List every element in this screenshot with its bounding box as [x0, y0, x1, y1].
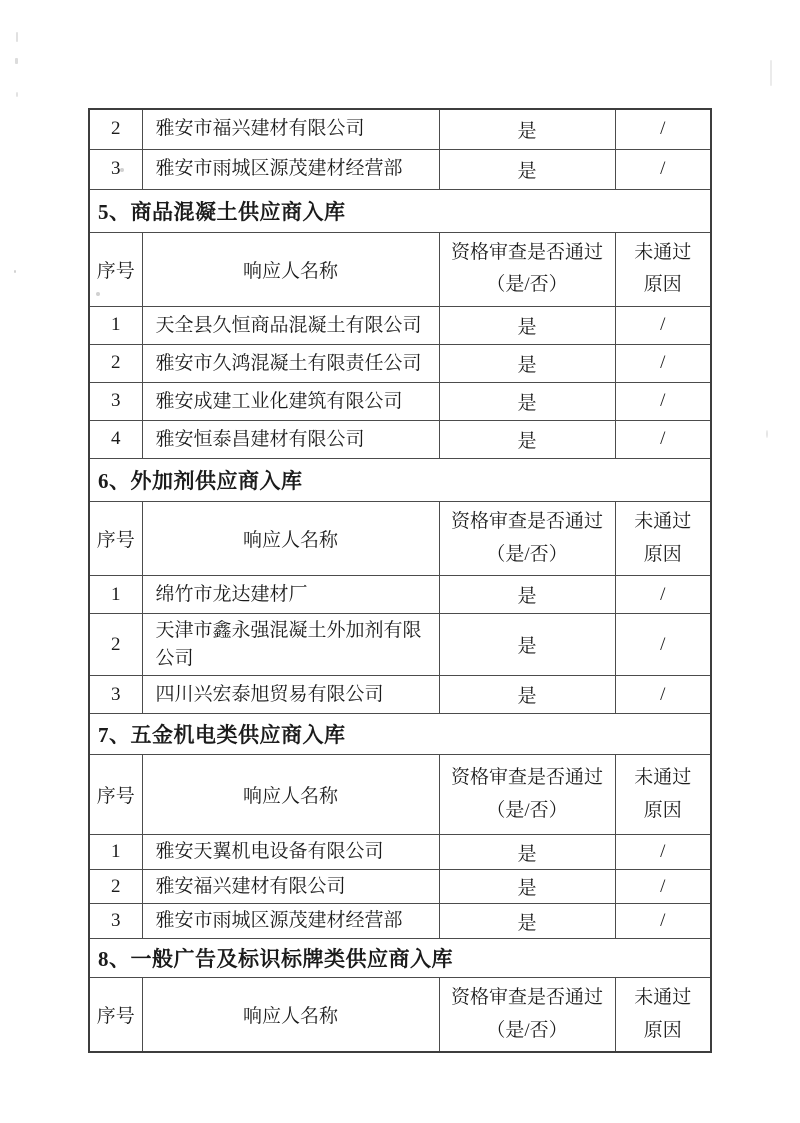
header-pass: [439, 755, 615, 835]
header-seq: 序号: [89, 755, 142, 835]
pass-cell: 是: [439, 835, 615, 870]
seq-cell: 4: [89, 420, 142, 458]
name-cell: 四川兴宏泰旭贸易有限公司: [142, 676, 439, 714]
header-pass: [439, 501, 615, 575]
reason-cell: /: [615, 835, 711, 870]
header-pass-line1: 资格审查是否通过: [450, 986, 603, 1008]
table-row: [89, 344, 711, 382]
name-cell: 雅安市福兴建材有限公司: [142, 109, 439, 149]
pass-cell: 是: [439, 109, 615, 149]
pass-cell: 是: [439, 576, 615, 614]
seq-cell: 2: [89, 344, 142, 382]
table-row: [89, 835, 711, 870]
section-title-row: [89, 938, 711, 977]
pass-cell: 是: [439, 614, 615, 676]
pass-cell: 是: [439, 306, 615, 344]
table-row: [89, 869, 711, 904]
section-title: 8、一般广告及标识标牌类供应商入库: [89, 938, 711, 977]
header-pass-line2: （是/否）: [486, 1019, 568, 1041]
scan-artifact: [770, 60, 772, 86]
reason-cell: /: [615, 382, 711, 420]
section-title-row: [89, 189, 711, 232]
seq-cell: 2: [89, 614, 142, 676]
header-seq: 序号: [89, 977, 142, 1052]
scan-artifact: [14, 270, 16, 273]
name-cell: 雅安福兴建材有限公司: [142, 869, 439, 904]
scan-artifact: [16, 92, 18, 97]
name-cell: 绵竹市龙达建材厂: [142, 576, 439, 614]
table-row: [89, 149, 711, 189]
table-header-row: [89, 977, 711, 1052]
scan-artifact: [766, 430, 768, 438]
reason-cell: /: [615, 614, 711, 676]
pass-cell: 是: [439, 869, 615, 904]
name-cell: 雅安恒泰昌建材有限公司: [142, 420, 439, 458]
table-row: [89, 676, 711, 714]
table-row: [89, 614, 711, 676]
section-title: 6、外加剂供应商入库: [89, 458, 711, 501]
pass-cell: 是: [439, 344, 615, 382]
header-pass-line2: （是/否）: [486, 274, 568, 296]
section-title: 7、五金机电类供应商入库: [89, 714, 711, 755]
scan-artifact: [15, 58, 18, 64]
reason-cell: /: [615, 109, 711, 149]
pass-cell: 是: [439, 904, 615, 939]
pass-cell: 是: [439, 149, 615, 189]
header-pass-line1: 资格审查是否通过: [450, 241, 603, 263]
reason-cell: /: [615, 420, 711, 458]
header-pass: [439, 977, 615, 1052]
table-header-row: [89, 501, 711, 575]
scan-artifact: [16, 32, 18, 42]
table-row: [89, 306, 711, 344]
pass-cell: 是: [439, 420, 615, 458]
header-reason: [615, 755, 711, 835]
header-reason: [615, 232, 711, 306]
table-row: [89, 904, 711, 939]
reason-cell: /: [615, 306, 711, 344]
header-pass: [439, 232, 615, 306]
name-cell: 雅安天翼机电设备有限公司: [142, 835, 439, 870]
header-seq: 序号: [89, 232, 142, 306]
name-cell: 雅安成建工业化建筑有限公司: [142, 382, 439, 420]
header-reason-line2: 原因: [643, 543, 682, 565]
reason-cell: /: [615, 869, 711, 904]
pass-cell: 是: [439, 382, 615, 420]
section-title: 5、商品混凝土供应商入库: [89, 189, 711, 232]
header-reason-line1: 未通过: [634, 510, 692, 532]
seq-cell: 3: [89, 676, 142, 714]
name-cell: 天津市鑫永强混凝土外加剂有限公司: [142, 614, 439, 676]
pass-cell: 是: [439, 676, 615, 714]
header-reason-line2: 原因: [643, 274, 682, 296]
header-pass-line1: 资格审查是否通过: [450, 510, 603, 532]
header-pass-line2: （是/否）: [486, 799, 568, 821]
header-name: 响应人名称: [142, 755, 439, 835]
header-reason-line2: 原因: [643, 1019, 682, 1041]
table-row: [89, 420, 711, 458]
section-title-row: [89, 458, 711, 501]
seq-cell: 3: [89, 149, 142, 189]
header-reason-line1: 未通过: [634, 986, 692, 1008]
header-reason: [615, 977, 711, 1052]
reason-cell: /: [615, 904, 711, 939]
header-name: 响应人名称: [142, 501, 439, 575]
reason-cell: /: [615, 576, 711, 614]
seq-cell: 1: [89, 306, 142, 344]
header-reason-line1: 未通过: [634, 767, 692, 789]
header-pass-line1: 资格审查是否通过: [450, 767, 603, 789]
header-reason-line1: 未通过: [634, 241, 692, 263]
header-seq: 序号: [89, 501, 142, 575]
reason-cell: /: [615, 149, 711, 189]
header-name: 响应人名称: [142, 977, 439, 1052]
header-pass-line2: （是/否）: [486, 543, 568, 565]
seq-cell: 2: [89, 109, 142, 149]
table-row: [89, 576, 711, 614]
seq-cell: 1: [89, 835, 142, 870]
seq-cell: 1: [89, 576, 142, 614]
reason-cell: /: [615, 344, 711, 382]
supplier-review-table: [88, 108, 712, 1053]
seq-cell: 3: [89, 382, 142, 420]
table-header-row: [89, 755, 711, 835]
name-cell: 雅安市雨城区源茂建材经营部: [142, 149, 439, 189]
reason-cell: /: [615, 676, 711, 714]
seq-cell: 3: [89, 904, 142, 939]
section-title-row: [89, 714, 711, 755]
name-cell: 雅安市久鸿混凝土有限责任公司: [142, 344, 439, 382]
name-cell: 雅安市雨城区源茂建材经营部: [142, 904, 439, 939]
header-name: 响应人名称: [142, 232, 439, 306]
table-header-row: [89, 232, 711, 306]
table-row: [89, 109, 711, 149]
table-row: [89, 382, 711, 420]
header-reason-line2: 原因: [643, 799, 682, 821]
header-reason: [615, 501, 711, 575]
name-cell: 天全县久恒商品混凝土有限公司: [142, 306, 439, 344]
seq-cell: 2: [89, 869, 142, 904]
